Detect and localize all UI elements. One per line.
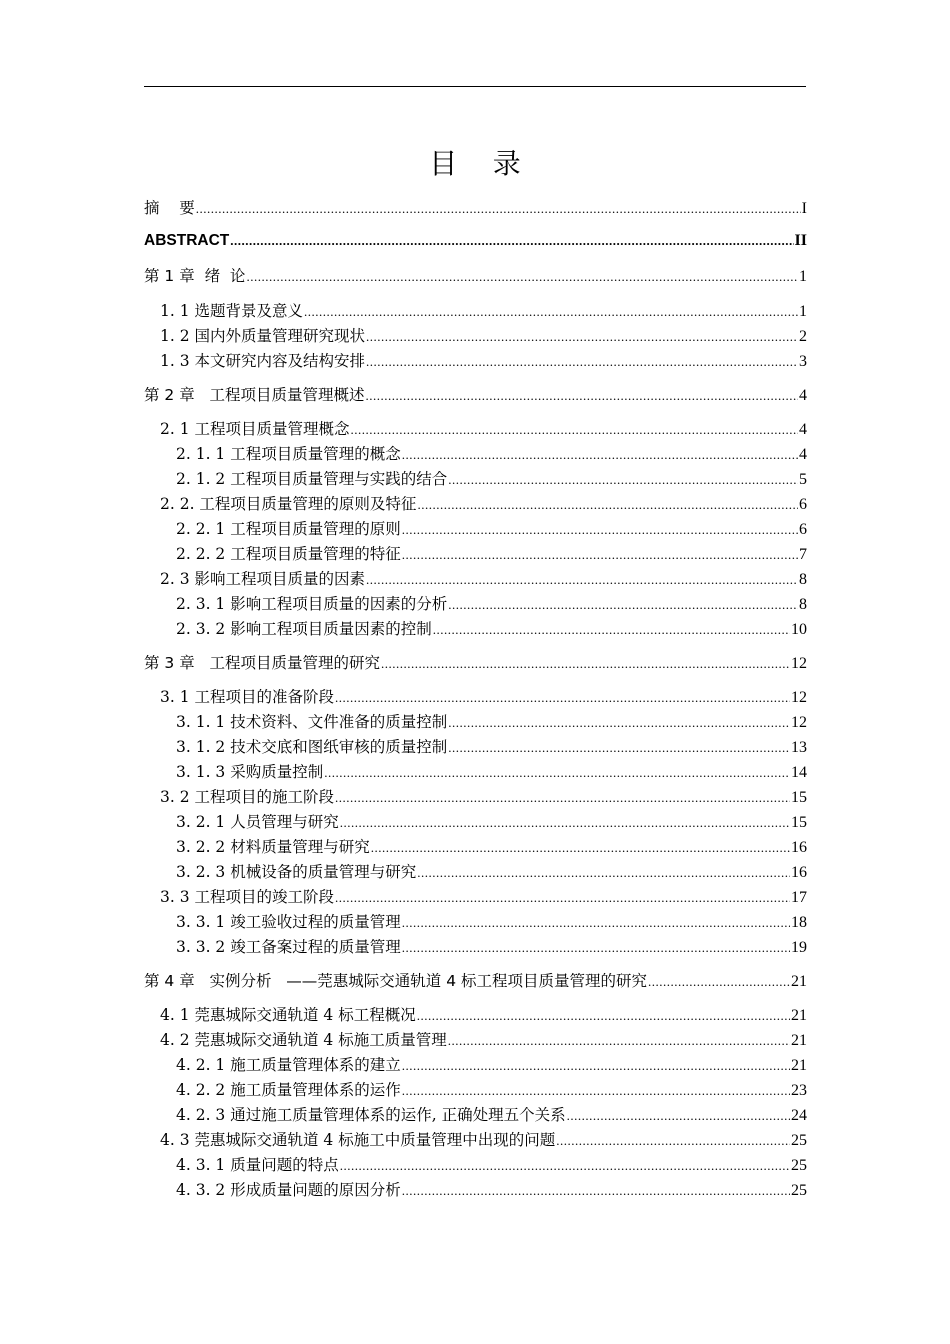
toc-entry-label: 2. 2. 工程项目质量管理的原则及特征 xyxy=(160,495,417,513)
toc-entry-label: 2. 3. 2 影响工程项目质量因素的控制 xyxy=(176,620,432,638)
toc-entry-page: 12 xyxy=(791,714,807,731)
toc-entry[interactable] xyxy=(176,1154,807,1176)
toc-entry-page: 3 xyxy=(799,353,807,370)
toc-leader-dots xyxy=(340,811,790,834)
toc-entry[interactable] xyxy=(176,911,807,933)
toc-leader-dots xyxy=(402,911,790,934)
toc-entry-page: 18 xyxy=(791,914,807,931)
toc-entry-label: 1. 2 国内外质量管理研究现状 xyxy=(160,327,366,345)
toc-entry-page: 12 xyxy=(791,689,807,706)
toc-entry-page: 24 xyxy=(791,1107,807,1124)
toc-entry[interactable] xyxy=(176,736,807,758)
toc-leader-dots xyxy=(366,350,798,373)
toc-entry-page: 21 xyxy=(791,1032,807,1049)
toc-leader-dots xyxy=(448,736,790,759)
toc-entry[interactable] xyxy=(144,265,807,287)
toc-leader-dots xyxy=(402,1054,790,1077)
toc-entry[interactable] xyxy=(160,886,807,908)
toc-entry[interactable] xyxy=(176,443,807,465)
toc-leader-dots xyxy=(556,1129,790,1152)
toc-entry-page: 4 xyxy=(799,421,807,438)
toc-leader-dots xyxy=(366,568,798,591)
toc-entry-page: 7 xyxy=(799,546,807,563)
toc-entry[interactable] xyxy=(176,1104,807,1126)
toc-entry-label: 4. 2. 3 通过施工质量管理体系的运作, 正确处理五个关系 xyxy=(176,1106,566,1124)
toc-leader-dots xyxy=(324,761,790,784)
toc-entry-label: 3. 1. 2 技术交底和图纸审核的质量控制 xyxy=(176,738,448,756)
toc-entry[interactable] xyxy=(176,936,807,958)
toc-entry-page: 15 xyxy=(791,789,807,806)
toc-entry-page: 10 xyxy=(791,621,807,638)
toc-entry[interactable] xyxy=(160,1129,807,1151)
toc-leader-dots xyxy=(417,493,798,516)
toc-leader-dots xyxy=(417,861,790,884)
toc-leader-dots xyxy=(366,325,798,348)
toc-leader-dots xyxy=(417,1004,790,1027)
toc-entry-label: 1. 1 选题背景及意义 xyxy=(160,302,304,320)
toc-entry[interactable] xyxy=(160,325,807,347)
toc-entry-label: 2. 1. 1 工程项目质量管理的概念 xyxy=(176,445,401,463)
toc-entry-label: 2. 2. 1 工程项目质量管理的原则 xyxy=(176,520,401,538)
toc-leader-dots xyxy=(448,593,798,616)
toc-entry-label: 4. 2 莞惠城际交通轨道 4 标施工质量管理 xyxy=(160,1031,447,1049)
toc-leader-dots xyxy=(402,1079,790,1102)
toc-entry[interactable] xyxy=(160,350,807,372)
toc-leader-dots xyxy=(351,418,798,441)
toc-entry-label: 2. 3. 1 影响工程项目质量的因素的分析 xyxy=(176,595,448,613)
toc-entry[interactable] xyxy=(176,1179,807,1201)
toc-leader-dots xyxy=(448,1029,790,1052)
toc-leader-dots xyxy=(402,543,798,566)
toc-entry-page: 12 xyxy=(791,655,807,672)
toc-entry[interactable] xyxy=(160,300,807,322)
toc-entry-label: 3. 3. 2 竣工备案过程的质量管理 xyxy=(176,938,401,956)
toc-entry-page: 21 xyxy=(791,1057,807,1074)
toc-entry-label: 4. 3 莞惠城际交通轨道 4 标施工中质量管理中出现的问题 xyxy=(160,1131,556,1149)
toc-entry[interactable] xyxy=(176,711,807,733)
toc-entry[interactable] xyxy=(160,418,807,440)
toc-leader-dots xyxy=(246,265,798,288)
toc-entry-label: 3. 1. 1 技术资料、文件准备的质量控制 xyxy=(176,713,448,731)
toc-leader-dots xyxy=(567,1104,790,1127)
toc-entry-page: 25 xyxy=(791,1157,807,1174)
toc-leader-dots xyxy=(448,468,798,491)
toc-entry-page: 19 xyxy=(791,939,807,956)
toc-entry[interactable] xyxy=(176,518,807,540)
toc-entry[interactable] xyxy=(144,970,807,992)
toc-entry-label: 2. 1 工程项目质量管理概念 xyxy=(160,420,350,438)
toc-leader-dots xyxy=(402,518,798,541)
toc-entry[interactable] xyxy=(160,786,807,808)
toc-entry-label: 2. 2. 2 工程项目质量管理的特征 xyxy=(176,545,401,563)
toc-entry-label: 4. 3. 2 形成质量问题的原因分析 xyxy=(176,1181,401,1199)
toc-entry-page: 14 xyxy=(791,764,807,781)
toc-entry-label: 第 2 章 工程项目质量管理概述 xyxy=(144,386,365,404)
toc-entry-page: 21 xyxy=(791,973,807,990)
toc-entry-page: 5 xyxy=(799,471,807,488)
toc-leader-dots xyxy=(304,300,798,323)
toc-entry[interactable] xyxy=(160,568,807,590)
toc-entry-page: II xyxy=(794,232,807,249)
toc-entry[interactable] xyxy=(144,652,807,674)
toc-entry[interactable] xyxy=(176,618,807,640)
toc-entry-label: 4. 2. 1 施工质量管理体系的建立 xyxy=(176,1056,401,1074)
toc-entry[interactable] xyxy=(176,593,807,615)
toc-entry-label: 第 1 章 绪 论 xyxy=(144,267,246,285)
toc-entry-label: 4. 1 莞惠城际交通轨道 4 标工程概况 xyxy=(160,1006,416,1024)
toc-entry-page: 6 xyxy=(799,496,807,513)
toc-entry[interactable] xyxy=(160,1029,807,1051)
toc-entry-label: 3. 3 工程项目的竣工阶段 xyxy=(160,888,335,906)
toc-entry-label: 4. 2. 2 施工质量管理体系的运作 xyxy=(176,1081,401,1099)
toc-entry-page: 4 xyxy=(799,446,807,463)
toc-entry-label: 第 4 章 实例分析 ——莞惠城际交通轨道 4 标工程项目质量管理的研究 xyxy=(144,972,647,990)
toc-entry[interactable] xyxy=(176,861,807,883)
toc-entry-page: 6 xyxy=(799,521,807,538)
toc-entry[interactable] xyxy=(144,197,807,219)
toc-leader-dots xyxy=(335,786,790,809)
toc-leader-dots xyxy=(648,970,790,993)
toc-leader-dots xyxy=(335,686,790,709)
toc-entry-label: 3. 2. 1 人员管理与研究 xyxy=(176,813,339,831)
toc-leader-dots xyxy=(340,1154,790,1177)
toc-entry-page: 25 xyxy=(791,1182,807,1199)
page-title: 目 录 xyxy=(429,147,521,180)
toc-entry[interactable] xyxy=(176,468,807,490)
toc-entry-page: 4 xyxy=(799,387,807,404)
toc-entry-page: 13 xyxy=(791,739,807,756)
toc-entry[interactable] xyxy=(160,493,807,515)
toc-entry-page: 15 xyxy=(791,814,807,831)
toc-entry-page: I xyxy=(801,200,807,217)
toc-leader-dots xyxy=(402,936,790,959)
toc-entry[interactable] xyxy=(160,1004,807,1026)
toc-entry-page: 23 xyxy=(791,1082,807,1099)
toc-leader-dots xyxy=(381,652,790,675)
toc-entry-page: 2 xyxy=(799,328,807,345)
toc-entry[interactable] xyxy=(176,543,807,565)
toc-entry-page: 8 xyxy=(799,596,807,613)
toc-entry-page: 8 xyxy=(799,571,807,588)
toc-entry[interactable] xyxy=(160,686,807,708)
toc-entry-page: 1 xyxy=(799,303,807,320)
toc-leader-dots xyxy=(402,443,798,466)
toc-entry-page: 1 xyxy=(799,268,807,285)
toc-leader-dots xyxy=(448,711,790,734)
toc-leader-dots xyxy=(335,886,790,909)
toc-entry-label: 3. 3. 1 竣工验收过程的质量管理 xyxy=(176,913,401,931)
toc-entry[interactable] xyxy=(176,1054,807,1076)
toc-entry[interactable] xyxy=(176,1079,807,1101)
toc-entry-label: 摘 要 xyxy=(144,199,195,217)
toc-entry[interactable] xyxy=(144,230,807,252)
toc-entry-label: 2. 3 影响工程项目质量的因素 xyxy=(160,570,366,588)
toc-entry-page: 25 xyxy=(791,1132,807,1149)
toc-leader-dots xyxy=(433,618,790,641)
toc-entry-label: 3. 2. 2 材料质量管理与研究 xyxy=(176,838,370,856)
toc-entry-label: 4. 3. 1 质量问题的特点 xyxy=(176,1156,339,1174)
toc-leader-dots xyxy=(402,1179,790,1202)
toc-entry-page: 16 xyxy=(791,864,807,881)
toc-leader-dots xyxy=(371,836,790,859)
toc-entry[interactable] xyxy=(144,384,807,406)
toc-entry-label: 1. 3 本文研究内容及结构安排 xyxy=(160,352,366,370)
toc-entry-label: 3. 1 工程项目的准备阶段 xyxy=(160,688,335,706)
toc-entry[interactable] xyxy=(176,811,807,833)
toc-entry-page: 16 xyxy=(791,839,807,856)
toc-entry-label: 2. 1. 2 工程项目质量管理与实践的结合 xyxy=(176,470,448,488)
toc-entry-label: 第 3 章 工程项目质量管理的研究 xyxy=(144,654,380,672)
toc-entry-page: 21 xyxy=(791,1007,807,1024)
toc-entry-label: 3. 1. 3 采购质量控制 xyxy=(176,763,324,781)
toc-leader-dots xyxy=(366,384,799,407)
toc-entry[interactable] xyxy=(176,761,807,783)
toc-entry-label: ABSTRACT xyxy=(144,232,230,249)
toc-entry[interactable] xyxy=(176,836,807,858)
toc-entry-page: 17 xyxy=(791,889,807,906)
toc-leader-dots xyxy=(230,230,793,252)
toc-leader-dots xyxy=(196,197,801,220)
toc-entry-label: 3. 2. 3 机械设备的质量管理与研究 xyxy=(176,863,417,881)
toc-entry-label: 3. 2 工程项目的施工阶段 xyxy=(160,788,335,806)
